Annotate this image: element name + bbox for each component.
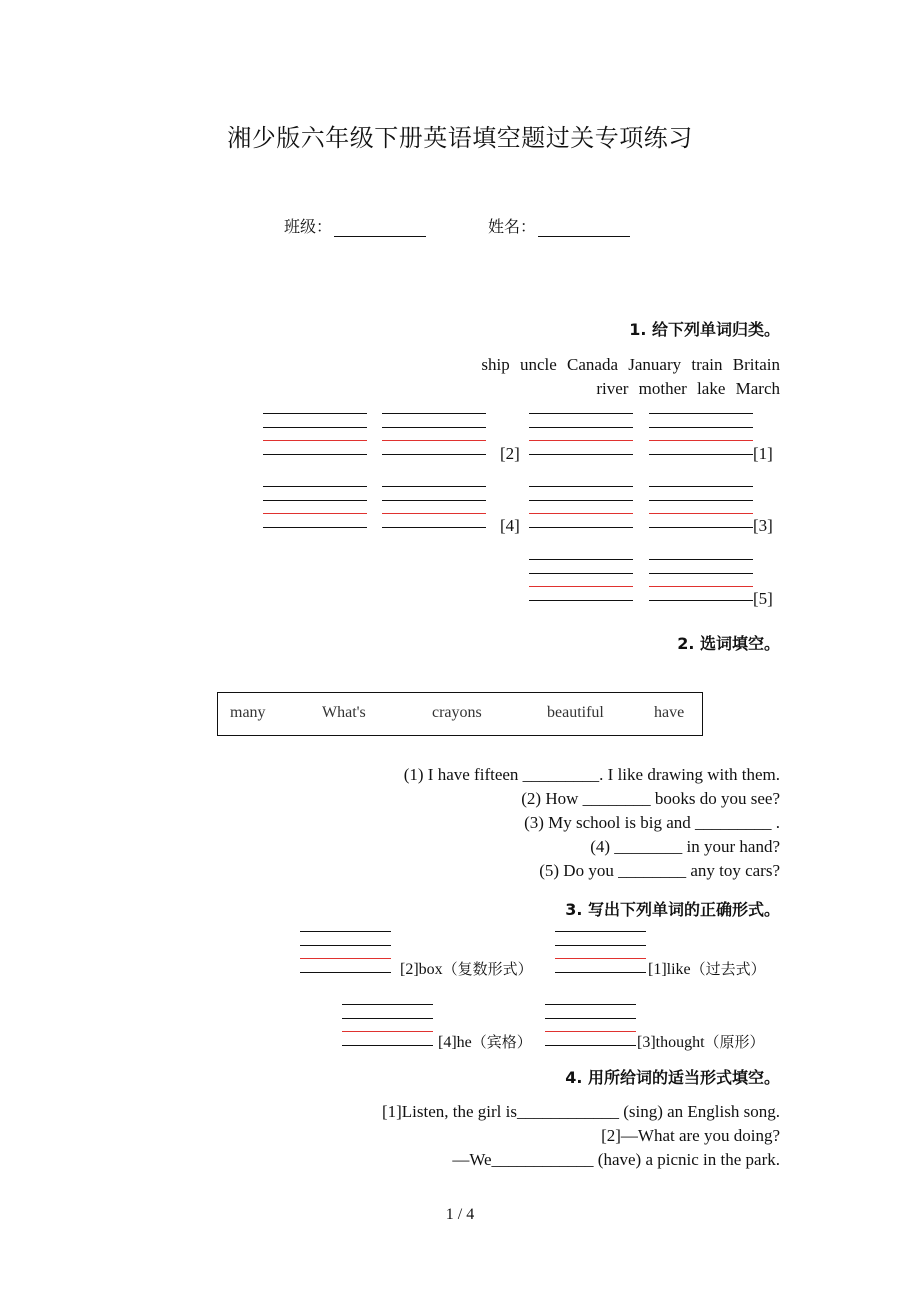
word-item-word: box <box>418 961 443 978</box>
sentence-4: (4) ________ in your hand? <box>590 837 780 856</box>
page-number: 1 / 4 <box>445 1206 475 1223</box>
word-bank-item: What's <box>322 704 366 721</box>
word-item-form: （宾格） <box>471 1033 532 1051</box>
name-blank[interactable] <box>538 218 630 237</box>
page-title: 湘少版六年级下册英语填空题过关专项练习 <box>227 124 693 152</box>
word-bank-item: have <box>654 704 685 721</box>
word-item-word: he <box>456 1034 472 1051</box>
word-item-form: （原形） <box>704 1033 765 1051</box>
marker-3: [3] <box>753 516 773 535</box>
writing-box[interactable] <box>529 486 633 528</box>
word-item-num: [4] <box>438 1034 457 1051</box>
writing-box[interactable] <box>382 413 486 455</box>
sentence-2: (2) How ________ books do you see? <box>521 789 780 808</box>
writing-box[interactable] <box>342 1004 433 1046</box>
word-item-num: [3] <box>637 1034 656 1051</box>
class-field <box>284 214 426 237</box>
sentence-3: (3) My school is big and _________ . <box>524 813 780 832</box>
marker-2: [2] <box>500 444 520 463</box>
word-bank-box <box>217 692 703 736</box>
name-field <box>488 214 630 237</box>
class-blank[interactable] <box>334 218 426 237</box>
section1-heading: 1. 给下列单词归类。 <box>629 320 780 339</box>
writing-box[interactable] <box>529 413 633 455</box>
word-item-num: [1] <box>648 961 667 978</box>
writing-box[interactable] <box>529 559 633 601</box>
marker-4: [4] <box>500 516 520 535</box>
class-label: 班级： <box>284 217 333 236</box>
word-item-form: （过去式） <box>690 960 766 978</box>
word-item-2 <box>400 958 533 979</box>
word-item-1 <box>648 958 766 979</box>
writing-box[interactable] <box>649 413 753 455</box>
writing-box[interactable] <box>263 486 367 528</box>
writing-box[interactable] <box>382 486 486 528</box>
word-item-word: like <box>666 961 691 978</box>
sentence-5: (5) Do you ________ any toy cars? <box>539 861 780 880</box>
fill-line-3: —We____________ (have) a picnic in the park. <box>452 1150 780 1169</box>
word-item-form: （复数形式） <box>442 960 533 978</box>
word-item-4 <box>438 1031 532 1052</box>
writing-box[interactable] <box>649 486 753 528</box>
writing-box[interactable] <box>545 1004 636 1046</box>
sentence-1: (1) I have fifteen _________. I like drawing with them. <box>403 765 780 784</box>
word-item-3 <box>637 1031 765 1052</box>
marker-5: [5] <box>753 589 773 608</box>
section1-words-line2: river mother lake March <box>596 379 780 398</box>
writing-box[interactable] <box>555 931 646 973</box>
fill-line-1: [1]Listen, the girl is____________ (sing) an English song. <box>381 1102 780 1121</box>
marker-1: [1] <box>753 444 773 463</box>
fill-line-2: [2]—What are you doing? <box>601 1126 780 1145</box>
word-bank-item: crayons <box>432 704 482 721</box>
word-item-num: [2] <box>400 961 419 978</box>
section2-heading: 2. 选词填空。 <box>677 634 780 653</box>
writing-box[interactable] <box>263 413 367 455</box>
name-label: 姓名： <box>488 217 537 236</box>
word-bank-item: beautiful <box>547 704 604 721</box>
writing-box[interactable] <box>300 931 391 973</box>
section1-words-line1: ship uncle Canada January train Britain <box>481 355 780 374</box>
section4-heading: 4. 用所给词的适当形式填空。 <box>565 1068 780 1087</box>
section3-heading: 3. 写出下列单词的正确形式。 <box>565 900 780 919</box>
word-bank-item: many <box>230 704 266 721</box>
word-item-word: thought <box>655 1034 705 1051</box>
writing-box[interactable] <box>649 559 753 601</box>
